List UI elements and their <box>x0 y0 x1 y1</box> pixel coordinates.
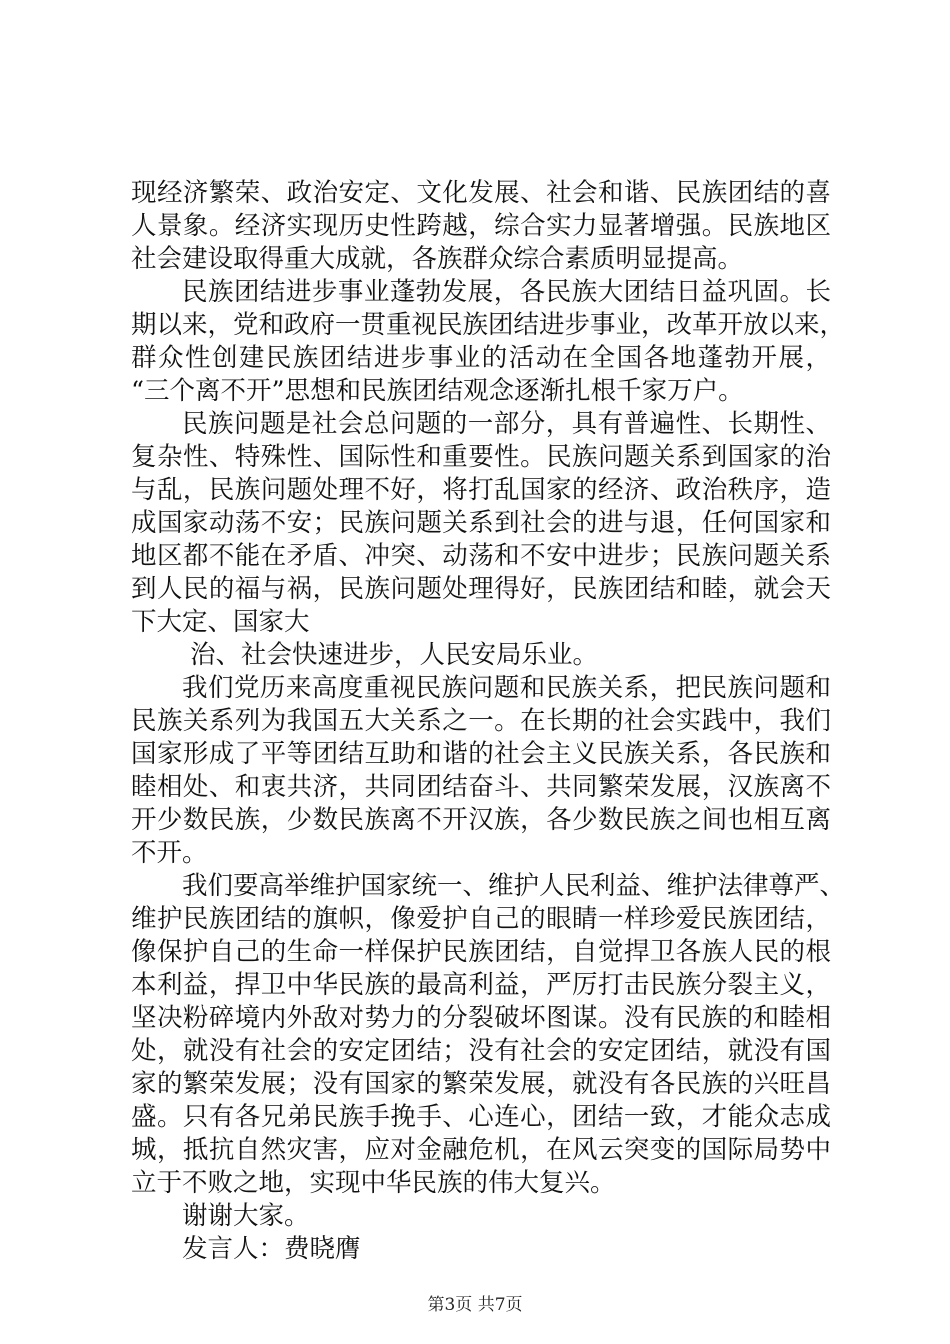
text-line: 社会建设取得重大成就，各族群众综合素质明显提高。 <box>131 244 744 274</box>
text-line: 民族问题是社会总问题的一部分，具有普遍性、长期性、 <box>182 409 831 439</box>
page-footer: 第3页 共7页 <box>427 1295 523 1315</box>
text-line: 下大定、国家大 <box>131 607 310 637</box>
speaker-line: 发言人：费晓膺 <box>182 1234 361 1264</box>
text-line: 盛。只有各兄弟民族手挽手、心连心，团结一致，才能众志成 <box>131 1102 831 1132</box>
text-line: 群众性创建民族团结进步事业的活动在全国各地蓬勃开展， <box>131 343 831 373</box>
text-line: 现经济繁荣、政治安定、文化发展、社会和谐、民族团结的喜 <box>131 178 831 208</box>
text-line: 治、社会快速进步，人民安局乐业。 <box>190 640 599 670</box>
text-line: 维护民族团结的旗帜，像爱护自己的眼睛一样珍爱民族团结， <box>131 904 831 934</box>
text-line: 复杂性、特殊性、国际性和重要性。民族问题关系到国家的治 <box>131 442 831 472</box>
text-line: 人景象。经济实现历史性跨越，综合实力显著增强。民族地区 <box>131 211 831 241</box>
text-line: 地区都不能在矛盾、冲突、动荡和不安中进步；民族问题关系 <box>131 541 831 571</box>
text-line: 我们要高举维护国家统一、维护人民利益、维护法律尊严、 <box>182 871 846 901</box>
text-line: 立于不败之地，实现中华民族的伟大复兴。 <box>131 1168 616 1198</box>
text-line: “三个离不开”思想和民族团结观念逐渐扎根千家万户。 <box>131 376 744 406</box>
text-line: 处，就没有社会的安定团结；没有社会的安定团结，就没有国 <box>131 1036 831 1066</box>
closing-line: 谢谢大家。 <box>182 1201 310 1231</box>
text-line: 睦相处、和衷共济，共同团结奋斗、共同繁荣发展，汉族离不 <box>131 772 831 802</box>
text-line: 民族团结进步事业蓬勃发展，各民族大团结日益巩固。长 <box>182 277 831 307</box>
text-line: 城，抵抗自然灾害，应对金融危机，在风云突变的国际局势中 <box>131 1135 831 1165</box>
text-line: 开少数民族，少数民族离不开汉族，各少数民族之间也相互离 <box>131 805 831 835</box>
text-line: 我们党历来高度重视民族问题和民族关系，把民族问题和 <box>182 673 831 703</box>
text-line: 期以来，党和政府一贯重视民族团结进步事业，改革开放以来， <box>131 310 846 340</box>
text-line: 本利益，捍卫中华民族的最高利益，严厉打击民族分裂主义， <box>131 970 831 1000</box>
text-line: 到人民的福与祸，民族问题处理得好，民族团结和睦，就会天 <box>131 574 831 604</box>
text-line: 民族关系列为我国五大关系之一。在长期的社会实践中，我们 <box>131 706 831 736</box>
text-line: 坚决粉碎境内外敌对势力的分裂破坏图谋。没有民族的和睦相 <box>131 1003 831 1033</box>
text-line: 不开。 <box>131 838 208 868</box>
text-line: 成国家动荡不安；民族问题关系到社会的进与退，任何国家和 <box>131 508 831 538</box>
text-line: 像保护自己的生命一样保护民族团结，自觉捍卫各族人民的根 <box>131 937 831 967</box>
text-line: 国家形成了平等团结互助和谐的社会主义民族关系，各民族和 <box>131 739 831 769</box>
text-line: 家的繁荣发展；没有国家的繁荣发展，就没有各民族的兴旺昌 <box>131 1069 831 1099</box>
text-line: 与乱，民族问题处理不好，将打乱国家的经济、政治秩序，造 <box>131 475 831 505</box>
